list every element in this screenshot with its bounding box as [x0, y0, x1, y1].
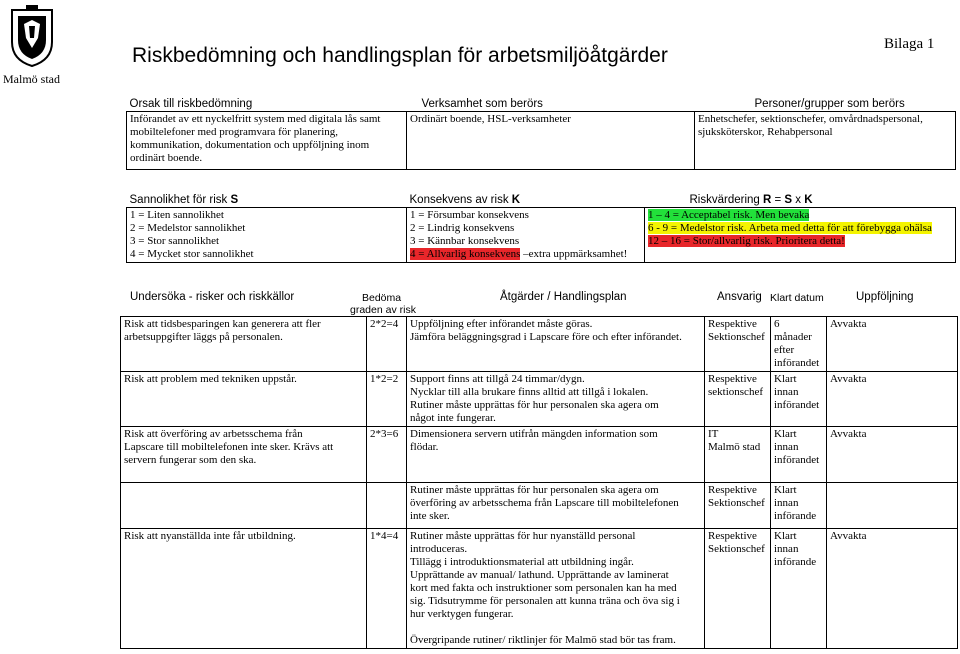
- consequence-item: [410, 248, 641, 261]
- action-line: Support finns att tillgå 24 timmar/dygn.: [410, 373, 585, 385]
- risk-cell: [121, 483, 367, 529]
- risk-line: Risk att nyanställda inte får utbildning.: [124, 530, 296, 542]
- responsible-line: Respektive: [708, 373, 757, 385]
- action-cell: [407, 529, 705, 649]
- persons-header: Personer/grupper som berörs: [754, 98, 905, 110]
- table-row: [121, 427, 958, 483]
- followup-cell: Avvakta: [827, 372, 958, 427]
- date-line: Klart: [774, 484, 797, 496]
- action-cell: [407, 372, 705, 427]
- date-line: införande: [774, 556, 817, 568]
- evaluation-header-text: Riskvärdering: [689, 194, 763, 206]
- operation-line: Ordinärt boende, HSL-verksamheter: [410, 113, 571, 125]
- action-line: Jämföra beläggningsgrad i Lapscare före och efter införandet.: [410, 331, 682, 343]
- grade-cell: [367, 483, 407, 529]
- date-line: införandet: [774, 399, 820, 411]
- grade-cell: 1*2=2: [367, 372, 407, 427]
- date-line: 6: [774, 318, 780, 330]
- action-line: Uppföljning efter införandet måste göras.: [410, 318, 593, 330]
- followup-cell: [827, 483, 958, 529]
- responsible-line: Respektive: [708, 530, 757, 542]
- responsible-cell: [705, 483, 771, 529]
- grade-cell: 2*2=4: [367, 317, 407, 372]
- followup-cell: Avvakta: [827, 529, 958, 649]
- persons-line: sjuksköterskor, Rehabpersonal: [698, 126, 833, 138]
- date-line: innan: [774, 497, 799, 509]
- risk-cell: [121, 529, 367, 649]
- action-cell: [407, 317, 705, 372]
- action-line: Rutiner måste upprättas för hur nyanställd personal: [410, 530, 636, 542]
- action-line: Upprättande av manual/ lathund. Upprättande av laminerat: [410, 569, 669, 581]
- action-line: hur verktygen fungerar.: [410, 608, 514, 620]
- responsible-cell: [705, 372, 771, 427]
- date-line: månader: [774, 331, 812, 343]
- followup-header: Uppföljning: [856, 291, 914, 303]
- action-line: sig. Tidsutrymme för personalen att kunna träna och öva sig i: [410, 595, 680, 607]
- date-cell: [771, 483, 827, 529]
- date-line: efter: [774, 344, 795, 356]
- table-row: [121, 317, 958, 372]
- date-line: innan: [774, 441, 799, 453]
- responsible-line: Sektionschef: [708, 331, 765, 343]
- action-line: introduceras.: [410, 543, 468, 555]
- probability-header: [127, 194, 407, 208]
- action-plan-table: [120, 316, 958, 649]
- evaluation-eq: =: [771, 194, 785, 206]
- appendix-label: Bilaga 1: [884, 36, 935, 52]
- followup-cell: Avvakta: [827, 317, 958, 372]
- responsible-line: Sektionschef: [708, 497, 765, 509]
- responsible-cell: [705, 317, 771, 372]
- operation-cell: [407, 112, 695, 170]
- risk-cell: [121, 372, 367, 427]
- responsible-line: IT: [708, 428, 719, 440]
- table-row: [121, 529, 958, 649]
- responsible-line: Malmö stad: [708, 441, 761, 453]
- consequence-severe-note: –extra uppmärksamhet!: [520, 248, 628, 260]
- consequence-cell: [407, 208, 645, 263]
- responsible-line: sektionschef: [708, 386, 763, 398]
- grade-cell: 1*4=4: [367, 529, 407, 649]
- probability-cell: [127, 208, 407, 263]
- evaluation-symbol-k: K: [804, 194, 813, 206]
- action-line: flödar.: [410, 441, 439, 453]
- cause-header: Orsak till riskbedömning: [129, 98, 253, 110]
- table-row: [121, 483, 958, 529]
- persons-cell: [695, 112, 956, 170]
- malmo-crest-logo: [8, 4, 56, 68]
- grade-header-line1: Bedöma: [362, 292, 402, 304]
- date-line: Klart: [774, 530, 797, 542]
- date-line: Klart: [774, 428, 797, 440]
- responsible-header: Ansvarig: [717, 291, 762, 303]
- date-line: införande: [774, 510, 817, 522]
- consequence-header: [407, 194, 645, 208]
- grade-cell: 2*3=6: [367, 427, 407, 483]
- evaluation-low: 1 – 4 = Acceptabel risk. Men bevaka: [648, 209, 810, 221]
- evaluation-symbol-r: R: [763, 194, 772, 206]
- evaluation-times: x: [792, 194, 805, 206]
- cause-cell: [127, 112, 407, 170]
- evaluation-symbol-s: S: [784, 194, 793, 206]
- date-cell: [771, 372, 827, 427]
- probability-header-text: Sannolikhet för risk: [129, 194, 231, 206]
- risk-line: Lapscare till mobiltelefonen inte sker. Krävs att: [124, 441, 334, 453]
- grade-header-line2: graden av risk: [350, 304, 416, 316]
- probability-item: 1 = Liten sannolikhet: [130, 209, 224, 221]
- responsible-line: Sektionschef: [708, 543, 765, 555]
- action-header: Åtgärder / Handlingsplan: [500, 291, 627, 303]
- probability-item: 4 = Mycket stor sannolikhet: [130, 248, 254, 260]
- consequence-item: 1 = Försumbar konsekvens: [410, 209, 529, 221]
- action-line: överföring av arbetsschema från Lapscare till mobiltelefonen: [410, 497, 679, 509]
- date-cell: [771, 427, 827, 483]
- consequence-item: 3 = Kännbar konsekvens: [410, 235, 520, 247]
- cause-line: kommunikation, dokumentation och uppföljning inom: [130, 139, 370, 151]
- risk-line: arbetsuppgifter läggs på personalen.: [124, 331, 283, 343]
- persons-line: Enhetschefer, sektionschefer, omvårdnadspersonal,: [698, 113, 923, 125]
- evaluation-cell: [645, 208, 956, 263]
- action-line: Övergripande rutiner/ riktlinjer för Malmö stad bör tas fram.: [410, 634, 676, 646]
- risk-cell: [121, 317, 367, 372]
- risk-line: servern fungerar som den ska.: [124, 454, 257, 466]
- risk-line: Risk att problem med tekniken uppstår.: [124, 373, 297, 385]
- page-title: Riskbedömning och handlingsplan för arbetsmiljöåtgärder: [132, 44, 668, 67]
- action-line: inte sker.: [410, 510, 450, 522]
- probability-symbol: S: [230, 194, 239, 206]
- date-line: Klart: [774, 373, 797, 385]
- investigate-header: Undersöka - risker och riskkällor: [130, 291, 295, 303]
- responsible-line: Respektive: [708, 318, 757, 330]
- action-cell: [407, 483, 705, 529]
- probability-item: 3 = Stor sannolikhet: [130, 235, 220, 247]
- probability-item: 2 = Medelstor sannolikhet: [130, 222, 246, 234]
- cause-line: mobiltelefoner med programvara för planering,: [130, 126, 339, 138]
- risk-line: Risk att tidsbesparingen kan generera att fler: [124, 318, 321, 330]
- date-header: Klart datum: [770, 292, 824, 304]
- action-line: [410, 621, 701, 634]
- action-line: något inte fungerar.: [410, 412, 496, 424]
- responsible-line: Respektive: [708, 484, 757, 496]
- responsible-cell: [705, 529, 771, 649]
- date-line: införandet: [774, 454, 820, 466]
- risk-scale-table: [126, 194, 956, 263]
- date-cell: [771, 529, 827, 649]
- action-line: kort med fakta och instruktioner som personalen kan ha med: [410, 582, 677, 594]
- consequence-symbol: K: [511, 194, 521, 206]
- evaluation-header: [645, 194, 956, 208]
- consequence-item: 2 = Lindrig konsekvens: [410, 222, 515, 234]
- consequence-header-text: Konsekvens av risk: [409, 194, 512, 206]
- action-line: Tillägg i introduktionsmaterial att utbildning ingår.: [410, 556, 634, 568]
- date-cell: [771, 317, 827, 372]
- table-row: [121, 372, 958, 427]
- risk-cell: [121, 427, 367, 483]
- consequence-severe-highlight: 4 = Allvarlig konsekvens: [410, 248, 521, 260]
- responsible-cell: [705, 427, 771, 483]
- operation-header: Verksamhet som berörs: [421, 98, 543, 110]
- cause-table: [126, 98, 956, 170]
- action-line: Nycklar till alla brukare finns alltid att tillgå i lokalen.: [410, 386, 649, 398]
- evaluation-high: 12 – 16 = Stor/allvarlig risk. Prioritera detta!: [648, 235, 845, 247]
- date-line: innan: [774, 386, 799, 398]
- action-line: Rutiner måste upprättas för hur personalen ska agera om: [410, 484, 659, 496]
- date-line: innan: [774, 543, 799, 555]
- action-line: Rutiner måste upprättas för hur personalen ska agera om: [410, 399, 659, 411]
- city-name: Malmö stad: [3, 72, 60, 86]
- cause-line: Införandet av ett nyckelfritt system med digitala lås samt: [130, 113, 381, 125]
- risk-line: Risk att överföring av arbetsschema från: [124, 428, 303, 440]
- cause-line: ordinärt boende.: [130, 152, 203, 164]
- action-line: Dimensionera servern utifrån mängden information som: [410, 428, 658, 440]
- evaluation-medium: 6 - 9 = Medelstor risk. Arbeta med detta för att förebygga ohälsa: [648, 222, 932, 234]
- followup-cell: Avvakta: [827, 427, 958, 483]
- action-cell: [407, 427, 705, 483]
- date-line: införandet: [774, 357, 820, 369]
